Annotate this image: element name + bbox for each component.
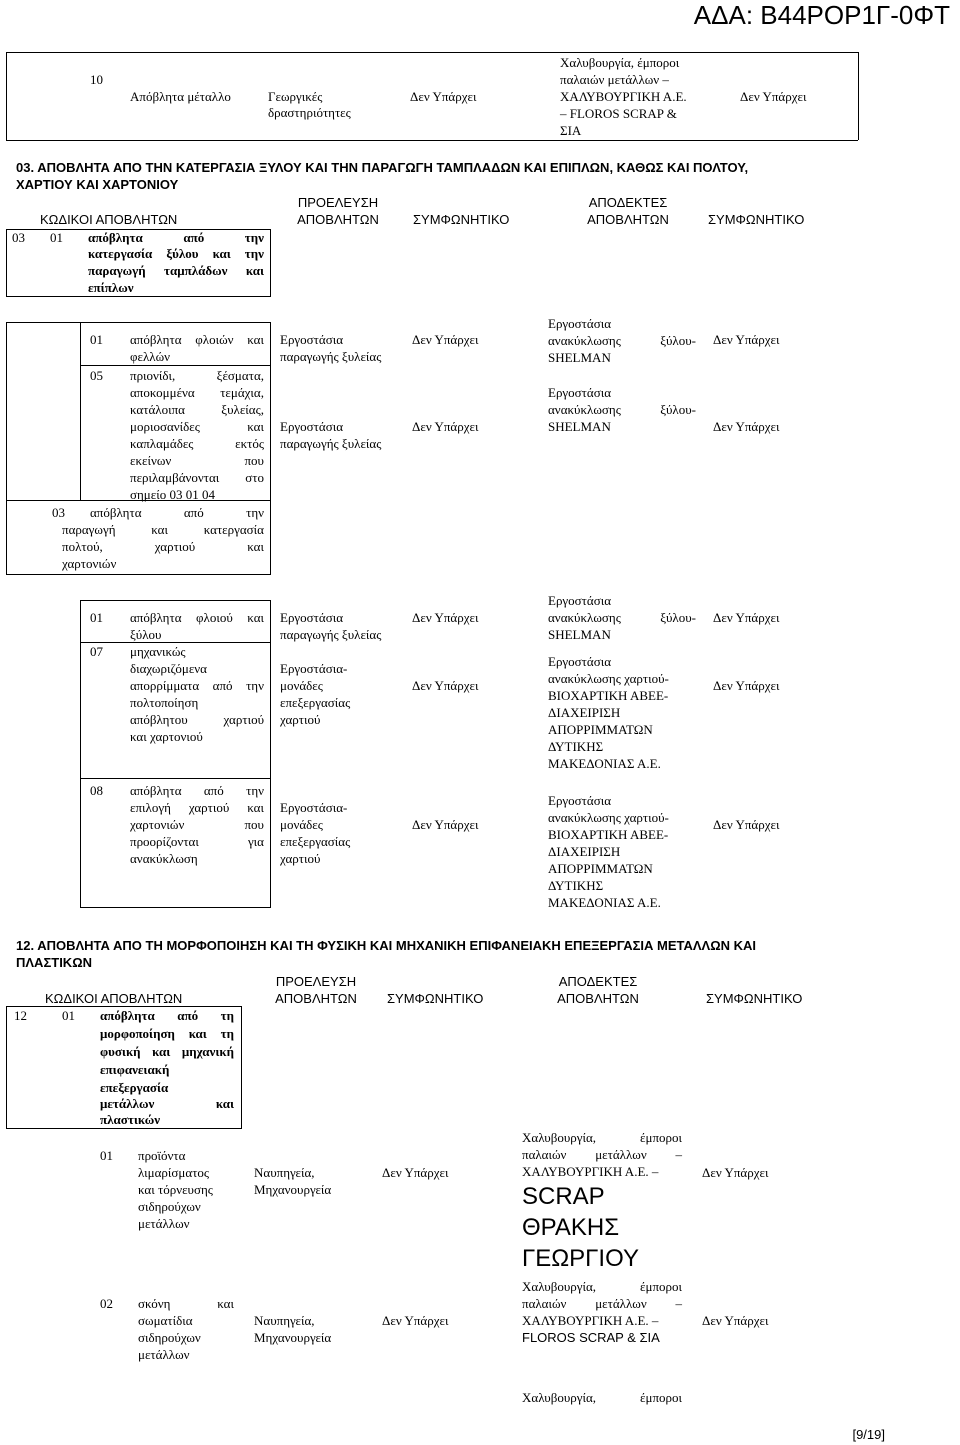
b-r3-origin-3: επεξεργασίας — [280, 834, 351, 849]
section-12-title-1: 12. ΑΠΟΒΛΗΤΑ ΑΠΟ ΤΗ ΜΟΡΦΟΠΟΙΗΣΗ ΚΑΙ ΤΗ ΦΥΣΙΚΗ ΚΑΙ ΜΗΧΑΝΙΚΗ ΕΠΙΦΑΝΕΙΑΚΗ ΕΠΕΞΕΡΓΑΣΙΑ ΜΕΤΑΛΛΩΝ ΚΑΙ — [16, 938, 757, 953]
header-contract: ΣΥΜΦΩΝΗΤΙΚΟ — [413, 212, 510, 227]
b-r3-desc-1: απόβλητα από την — [130, 783, 264, 798]
header-recipients-1: ΑΠΟΔΕΚΤΕΣ — [588, 195, 668, 210]
c-r2-rec-3: ΧΑΛΥΒΟΥΡΓΙΚΗ Α.Ε. – — [522, 1313, 659, 1328]
a-r2-desc-7: περιλαμβάνονται στο — [130, 470, 264, 485]
b-r3-rec-5: ΑΠΟΡΡΙΜΜΑΤΩΝ — [548, 861, 653, 876]
b-r2-desc-4: πολτοποίηση — [130, 695, 199, 710]
top-row-recipient-4: – FLOROS SCRAP & — [560, 106, 677, 121]
top-row-waste: Απόβλητα μέταλλο — [130, 89, 231, 104]
b-r2-rec-4: ΔΙΑΧΕΙΡΙΣΗ — [548, 705, 621, 720]
top-row-contract2: Δεν Υπάρχει — [740, 89, 807, 104]
a-r2-desc-3: κατάλοιπα ξυλείας, — [130, 402, 264, 417]
header12-recipients-1: ΑΠΟΔΕΚΤΕΣ — [558, 974, 638, 989]
header-origin-1: ΠΡΟΕΛΕΥΣΗ — [297, 195, 379, 210]
b-r1-contract2: Δεν Υπάρχει — [713, 610, 780, 625]
a-r2-desc-5: καπλαμάδες εκτός — [130, 436, 264, 451]
a-r2-code: 05 — [90, 368, 103, 383]
b-r2-rec-3: ΒΙΟΧΑΡΤΙΚΗ ΑΒΕΕ- — [548, 688, 669, 703]
c-r2-rec-2: παλαιών μετάλλων – — [522, 1296, 682, 1311]
b-r2-desc-2: διαχωριζόμενα — [130, 661, 207, 676]
a-r1-desc-2: φελλών — [130, 349, 171, 364]
a-r1-contract: Δεν Υπάρχει — [412, 332, 479, 347]
b-r2-desc-3: απορρίμματα από την — [130, 678, 264, 693]
s03-01-code2: 01 — [50, 230, 63, 245]
b-r3-origin-4: χαρτιού — [280, 851, 321, 866]
section-03-title-1: 03. ΑΠΟΒΛΗΤΑ ΑΠΟ ΤΗΝ ΚΑΤΕΡΓΑΣΙΑ ΞΥΛΟΥ ΚΑΙ ΤΗΝ ΠΑΡΑΓΩΓΗ ΤΑΜΠΛΑΔΩΝ ΚΑΙ ΕΠΙΠΛΩΝ, ΚΑΘΩΣ ΚΑΙ ΠΟΛΤΟΥ, — [16, 160, 749, 175]
c-r1-desc-4: σιδηρούχων — [138, 1199, 201, 1214]
s03-03-desc-3: πολτού, χαρτιού και — [62, 539, 264, 554]
top-row-recipient-2: παλαιών μετάλλων – — [560, 72, 669, 87]
s12-01-desc-2: μορφοποίηση και τη — [100, 1026, 234, 1041]
b-r2-rec-6: ΔΥΤΙΚΗΣ — [548, 739, 604, 754]
a-r2-origin-2: παραγωγής ξυλείας — [280, 436, 382, 451]
b-r3-origin-1: Εργοστάσια- — [280, 800, 348, 815]
c-r2-rec-4: FLOROS SCRAP & ΣΙΑ — [522, 1330, 660, 1345]
b-r3-contract2: Δεν Υπάρχει — [713, 817, 780, 832]
s03-01-desc-4: επίπλων — [88, 280, 134, 295]
page-number: [9/19] — [852, 1427, 885, 1442]
a-r2-contract2: Δεν Υπάρχει — [713, 419, 780, 434]
c-r2-origin-2: Μηχανουργεία — [254, 1330, 332, 1345]
s12-01-desc-3: φυσική και μηχανική — [100, 1044, 234, 1059]
b-r2-origin-2: μονάδες — [280, 678, 323, 693]
b-r1-origin-2: παραγωγής ξυλείας — [280, 627, 382, 642]
b-r2-rec-5: ΑΠΟΡΡΙΜΜΑΤΩΝ — [548, 722, 653, 737]
b-r2-origin-3: επεξεργασίας — [280, 695, 351, 710]
a-r1-rec-3: SHELMAN — [548, 350, 611, 365]
section-12-title-2: ΠΛΑΣΤΙΚΩΝ — [16, 955, 93, 970]
top-row-recipient-1: Χαλυβουργία, έμποροι — [560, 55, 680, 70]
b-r1-desc-1: απόβλητα φλοιού και — [130, 610, 264, 625]
b-r1-rec-3: SHELMAN — [548, 627, 611, 642]
a-r1-rec-1: Εργοστάσια — [548, 316, 612, 331]
s03-03-desc-2: παραγωγή και κατεργασία — [62, 522, 264, 537]
a-r1-origin-1: Εργοστάσια — [280, 332, 344, 347]
c-r1-rec-4: SCRAP — [522, 1183, 605, 1210]
a-r2-contract: Δεν Υπάρχει — [412, 419, 479, 434]
c-r1-rec-2: παλαιών μετάλλων – — [522, 1147, 682, 1162]
c-r1-rec-5: ΘΡΑΚΗΣ — [522, 1214, 620, 1241]
b-r3-desc-5: ανακύκλωση — [130, 851, 198, 866]
a-r2-desc-4: μοριοσανίδες και — [130, 419, 264, 434]
b-r3-code: 08 — [90, 783, 103, 798]
header12-origin-1: ΠΡΟΕΛΕΥΣΗ — [275, 974, 357, 989]
c-r1-rec-1: Χαλυβουργία, έμποροι — [522, 1130, 682, 1145]
a-r1-origin-2: παραγωγής ξυλείας — [280, 349, 382, 364]
header12-codes: ΚΩΔΙΚΟΙ ΑΠΟΒΛΗΤΩΝ — [45, 991, 183, 1006]
b-r3-desc-2: επιλογή χαρτιού και — [130, 800, 264, 815]
a-r1-code: 01 — [90, 332, 103, 347]
a-r1-rec-2: ανακύκλωσης ξύλου- — [548, 333, 696, 348]
b-r3-origin-2: μονάδες — [280, 817, 323, 832]
s12-01-code2: 01 — [62, 1008, 75, 1023]
c-r1-desc-3: και τόρνευσης — [138, 1182, 213, 1197]
top-row-contract: Δεν Υπάρχει — [410, 89, 477, 104]
b-r2-origin-1: Εργοστάσια- — [280, 661, 348, 676]
c-r2-contract: Δεν Υπάρχει — [382, 1313, 449, 1328]
header-recipients-2: ΑΠΟΒΛΗΤΩΝ — [587, 212, 669, 227]
c-r1-desc-1: προϊόντα — [138, 1148, 186, 1163]
page-id: ΑΔΑ: Β44ΡΟΡ1Γ-0ΦΤ — [693, 0, 950, 30]
c-r2-origin-1: Ναυπηγεία, — [254, 1313, 315, 1328]
c-r1-rec-3: ΧΑΛΥΒΟΥΡΓΙΚΗ Α.Ε. – — [522, 1164, 659, 1179]
b-r2-desc-6: και χαρτονιού — [130, 729, 203, 744]
b-r3-contract: Δεν Υπάρχει — [412, 817, 479, 832]
b-r2-contract: Δεν Υπάρχει — [412, 678, 479, 693]
a-r2-desc-6: εκείνων που — [130, 453, 264, 468]
c-r2-code: 02 — [100, 1296, 113, 1311]
b-r3-rec-3: ΒΙΟΧΑΡΤΙΚΗ ΑΒΕΕ- — [548, 827, 669, 842]
s12-01-desc-1: απόβλητα από τη — [100, 1008, 234, 1023]
b-r2-desc-1: μηχανικώς — [130, 644, 186, 659]
b-r3-rec-7: ΜΑΚΕΔΟΝΙΑΣ Α.Ε. — [548, 895, 661, 910]
c-r1-desc-2: λιμαρίσματος — [138, 1165, 210, 1180]
c-r2-desc-4: μετάλλων — [138, 1347, 190, 1362]
s03-01-desc-2: κατεργασία ξύλου και την — [88, 246, 264, 261]
header-codes: ΚΩΔΙΚΟΙ ΑΠΟΒΛΗΤΩΝ — [40, 212, 178, 227]
b-r2-rec-2: ανακύκλωσης χαρτιού- — [548, 671, 669, 686]
a-r1-contract2: Δεν Υπάρχει — [713, 332, 780, 347]
a-r2-origin-1: Εργοστάσια — [280, 419, 344, 434]
b-r1-origin-1: Εργοστάσια — [280, 610, 344, 625]
s03-03-desc-4: χαρτονιών — [62, 556, 117, 571]
c-r1-code: 01 — [100, 1148, 113, 1163]
b-r2-rec-1: Εργοστάσια — [548, 654, 612, 669]
s12-01-desc-5: επεξεργασία — [100, 1080, 169, 1095]
top-row-num: 10 — [90, 72, 103, 87]
a-r2-desc-2: αποκομμένα τεμάχια, — [130, 385, 264, 400]
b-r2-code: 07 — [90, 644, 103, 659]
s03-01-desc-3: παραγωγή ταμπλάδων και — [88, 263, 264, 278]
a-r2-desc-1: πριονίδι, ξέσματα, — [130, 368, 264, 383]
b-r2-rec-7: ΜΑΚΕΔΟΝΙΑΣ Α.Ε. — [548, 756, 661, 771]
c-r2-desc-2: σωματίδια — [138, 1313, 193, 1328]
s12-01-desc-7: πλαστικών — [100, 1112, 161, 1127]
c-r1-origin-1: Ναυπηγεία, — [254, 1165, 315, 1180]
s03-01-desc-1: απόβλητα από την — [88, 230, 264, 245]
b-r3-desc-3: χαρτονιών που — [130, 817, 264, 832]
b-r1-code: 01 — [90, 610, 103, 625]
b-r3-desc-4: προορίζονται για — [130, 834, 264, 849]
c-r2-desc-1: σκόνη και — [138, 1296, 234, 1311]
c-r3-rec-1: Χαλυβουργία, έμποροι — [522, 1390, 682, 1405]
top-row-recipient-5: ΣΙΑ — [560, 123, 582, 138]
header12-contract: ΣΥΜΦΩΝΗΤΙΚΟ — [387, 991, 484, 1006]
b-r2-contract2: Δεν Υπάρχει — [713, 678, 780, 693]
header12-origin-2: ΑΠΟΒΛΗΤΩΝ — [275, 991, 357, 1006]
s03-03-desc-1: απόβλητα από την — [90, 505, 264, 520]
a-r2-desc-8: σημείο 03 01 04 — [130, 487, 215, 502]
s03-03-code: 03 — [52, 505, 65, 520]
b-r3-rec-1: Εργοστάσια — [548, 793, 612, 808]
c-r1-contract2: Δεν Υπάρχει — [702, 1165, 769, 1180]
a-r2-rec-1: Εργοστάσια — [548, 385, 612, 400]
header12-recipients-2: ΑΠΟΒΛΗΤΩΝ — [557, 991, 639, 1006]
c-r2-rec-1: Χαλυβουργία, έμποροι — [522, 1279, 682, 1294]
c-r1-rec-6: ΓΕΩΡΓΙΟΥ — [522, 1245, 639, 1272]
b-r1-rec-1: Εργοστάσια — [548, 593, 612, 608]
c-r2-desc-3: σιδηρούχων — [138, 1330, 201, 1345]
b-r3-rec-4: ΔΙΑΧΕΙΡΙΣΗ — [548, 844, 621, 859]
top-row-recipient-3: ΧΑΛΥΒΟΥΡΓΙΚΗ Α.Ε. — [560, 89, 687, 104]
b-r3-rec-2: ανακύκλωσης χαρτιού- — [548, 810, 669, 825]
header-origin-2: ΑΠΟΒΛΗΤΩΝ — [297, 212, 379, 227]
header-contract2: ΣΥΜΦΩΝΗΤΙΚΟ — [708, 212, 805, 227]
a-r2-rec-2: ανακύκλωσης ξύλου- — [548, 402, 696, 417]
b-r1-desc-2: ξύλου — [130, 627, 162, 642]
c-r2-contract2: Δεν Υπάρχει — [702, 1313, 769, 1328]
s12-01-desc-4: επιφανειακή — [100, 1062, 170, 1077]
b-r2-desc-5: απόβλητου χαρτιού — [130, 712, 264, 727]
top-row-source: Γεωργικές δραστηριότητες — [268, 89, 351, 120]
c-r1-desc-5: μετάλλων — [138, 1216, 190, 1231]
c-r1-origin-2: Μηχανουργεία — [254, 1182, 332, 1197]
s12-01-code1: 12 — [14, 1008, 27, 1023]
header12-contract2: ΣΥΜΦΩΝΗΤΙΚΟ — [706, 991, 803, 1006]
section-03-title-2: ΧΑΡΤΙΟΥ ΚΑΙ ΧΑΡΤΟΝΙΟΥ — [16, 177, 179, 192]
a-r1-desc-1: απόβλητα φλοιών και — [130, 332, 264, 347]
b-r2-origin-4: χαρτιού — [280, 712, 321, 727]
s03-01-code1: 03 — [12, 230, 25, 245]
b-r1-rec-2: ανακύκλωσης ξύλου- — [548, 610, 696, 625]
a-r2-rec-3: SHELMAN — [548, 419, 611, 434]
s12-01-desc-6: μετάλλων και — [100, 1096, 234, 1111]
b-r3-rec-6: ΔΥΤΙΚΗΣ — [548, 878, 604, 893]
b-r1-contract: Δεν Υπάρχει — [412, 610, 479, 625]
c-r1-contract: Δεν Υπάρχει — [382, 1165, 449, 1180]
